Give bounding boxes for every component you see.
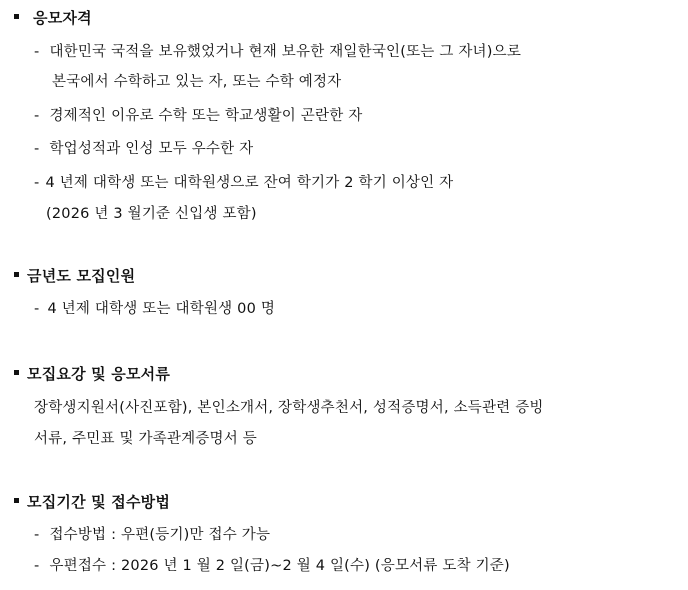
- item-text: 우편접수 : 2026 년 1 월 2 일(금)~2 월 4 일(수) (응모서류 도착 기준): [49, 558, 510, 574]
- dash-marker: -: [34, 175, 40, 191]
- section-heading-recruitment-count: [14, 266, 135, 286]
- bullet-icon: [14, 370, 19, 375]
- section-heading-guidelines: [14, 364, 170, 384]
- list-item: [34, 139, 253, 159]
- heading-text: 모집요강 및 응모서류: [27, 365, 171, 383]
- paragraph-line: [34, 429, 257, 449]
- list-item: [34, 173, 453, 193]
- item-text: 학업성적과 인성 모두 우수한 자: [49, 141, 254, 157]
- paragraph-line: [34, 398, 544, 418]
- item-text: (2026 년 3 월기준 신입생 포함): [46, 206, 257, 222]
- list-item: [34, 556, 510, 576]
- list-item: [34, 106, 362, 126]
- item-text: 경제적인 이유로 수학 또는 학교생활이 곤란한 자: [49, 108, 363, 124]
- dash-marker: -: [34, 141, 40, 157]
- heading-text: 모집기간 및 접수방법: [27, 493, 171, 511]
- bullet-icon: [14, 272, 19, 277]
- bullet-icon: [14, 14, 19, 19]
- item-text: 서류, 주민표 및 가족관계증명서 등: [34, 431, 257, 447]
- item-text: 대한민국 국적을 보유했었거나 현재 보유한 재일한국인(또는 그 자녀)으로: [49, 44, 522, 60]
- dash-marker: -: [34, 108, 40, 124]
- heading-text: 금년도 모집인원: [27, 267, 136, 285]
- list-item-continuation: [46, 204, 257, 224]
- item-text: 접수방법 : 우편(등기)만 접수 가능: [49, 527, 271, 543]
- item-text: 4 년제 대학생 또는 대학원생 00 명: [47, 301, 276, 317]
- dash-marker: -: [34, 558, 40, 574]
- item-text: 장학생지원서(사진포함), 본인소개서, 장학생추천서, 성적증명서, 소득관련 증빙: [34, 400, 544, 416]
- list-item-continuation: [52, 72, 341, 92]
- heading-text: 응모자격: [33, 9, 92, 27]
- list-item: [34, 525, 270, 545]
- item-text: 4 년제 대학생 또는 대학원생으로 잔여 학기가 2 학기 이상인 자: [45, 175, 454, 191]
- section-heading-application-method: [14, 492, 170, 512]
- list-item: [34, 42, 521, 62]
- bullet-icon: [14, 498, 19, 503]
- item-text: 본국에서 수학하고 있는 자, 또는 수학 예정자: [52, 74, 342, 90]
- dash-marker: -: [34, 301, 40, 317]
- dash-marker: -: [34, 527, 40, 543]
- section-heading-eligibility: [14, 8, 92, 28]
- list-item: [34, 299, 275, 319]
- dash-marker: -: [34, 44, 40, 60]
